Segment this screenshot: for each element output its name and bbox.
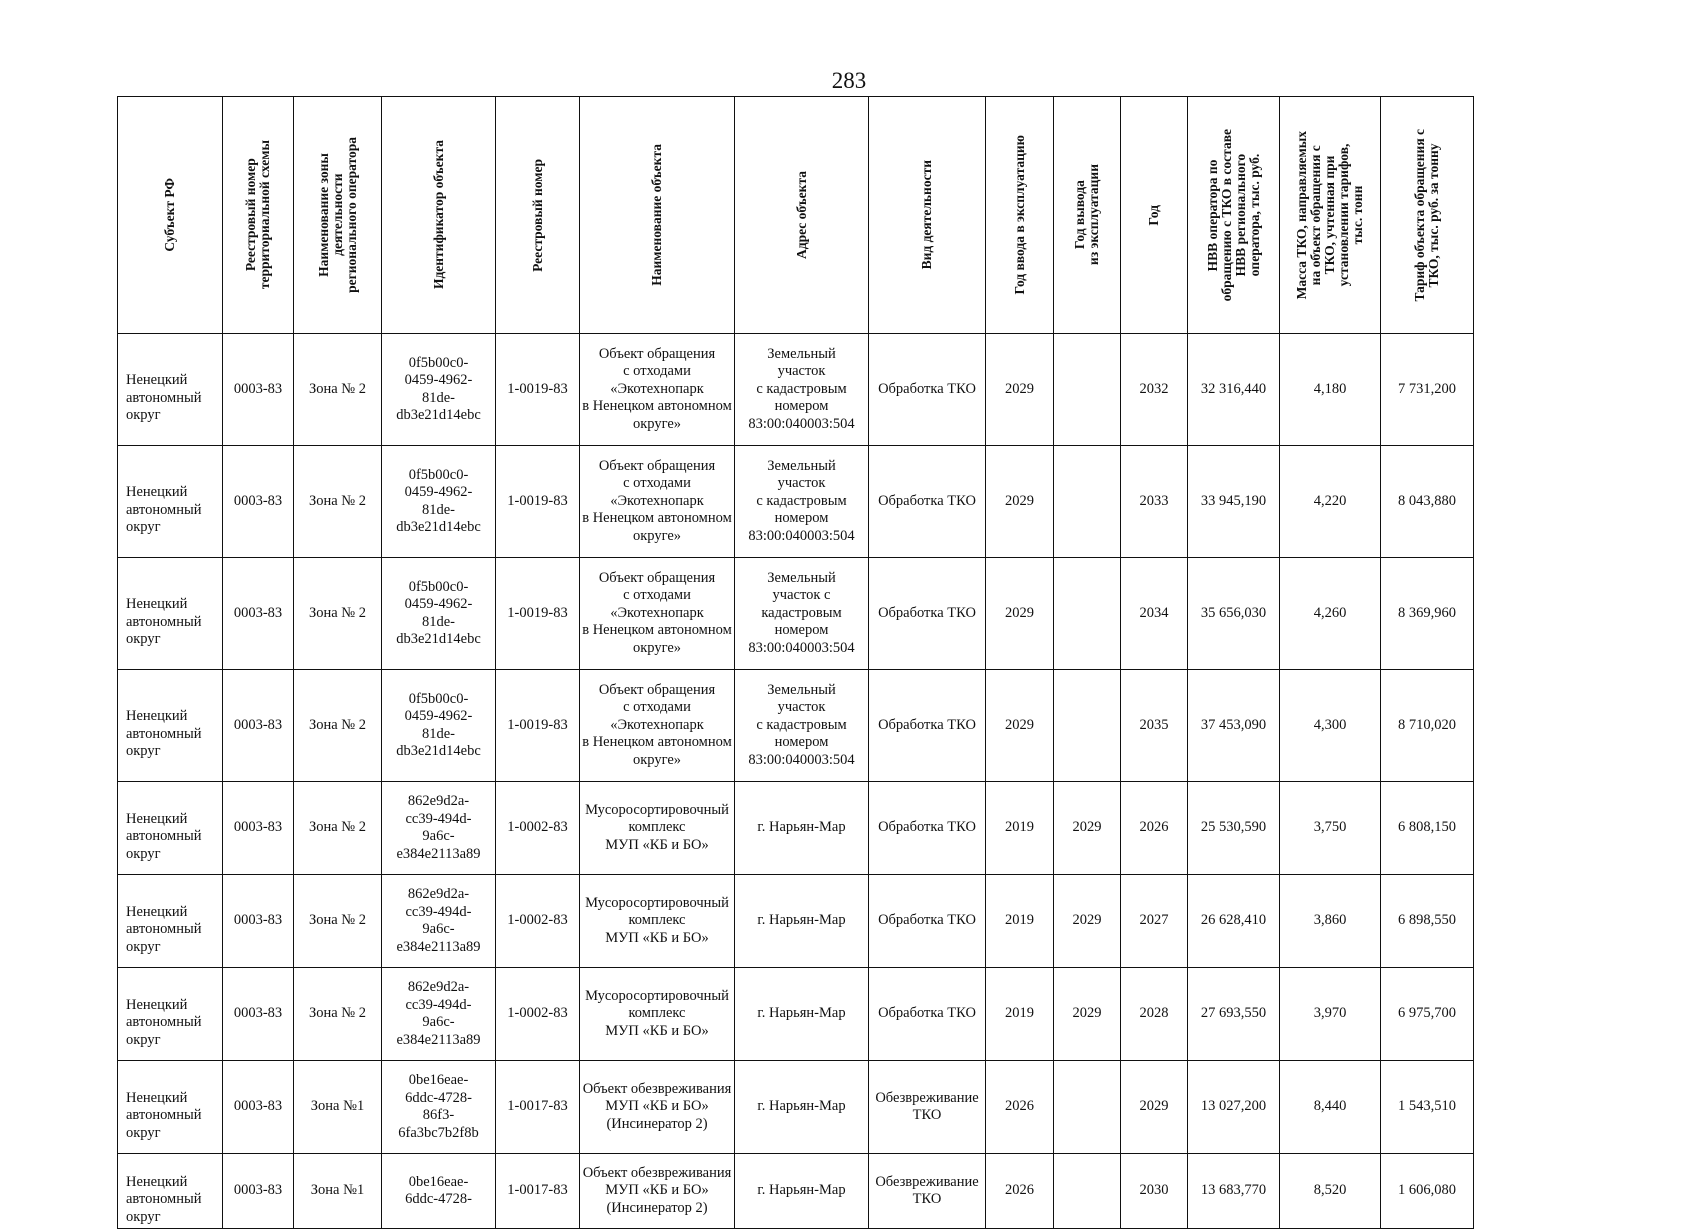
cell-object-id: 0be16eae- 6ddc-4728- — [382, 1154, 496, 1229]
cell-nvv: 35 656,030 — [1188, 558, 1280, 670]
cell-address: Земельный участок с кадастровым номером 83:00:040003:504 — [735, 446, 869, 558]
cell-registry-number: 1-0019-83 — [496, 558, 580, 670]
cell-nvv: 26 628,410 — [1188, 875, 1280, 968]
cell-nvv: 37 453,090 — [1188, 670, 1280, 782]
header-cell — [1188, 97, 1280, 334]
cell-zone: Зона № 2 — [294, 558, 382, 670]
cell-nvv: 27 693,550 — [1188, 968, 1280, 1061]
cell-activity: Обработка ТКО — [869, 446, 986, 558]
cell-mass: 4,180 — [1280, 334, 1381, 446]
cell-address: г. Нарьян-Мар — [735, 782, 869, 875]
header-label: Год ввода в эксплуатацию — [1011, 135, 1027, 295]
cell-object-id: 862e9d2a- cc39-494d- 9a6c- e384e2113a89 — [382, 875, 496, 968]
cell-address: г. Нарьян-Мар — [735, 875, 869, 968]
header-cell — [735, 97, 869, 334]
header-label: Вид деятельности — [919, 160, 934, 270]
cell-address: Земельный участок с кадастровым номером 83:00:040003:504 — [735, 558, 869, 670]
cell-registry-number: 1-0002-83 — [496, 968, 580, 1061]
header-label: Наименование зоны деятельности регионального оператора — [315, 137, 359, 293]
cell-year-out — [1054, 1061, 1121, 1154]
cell-year-in: 2026 — [986, 1154, 1054, 1229]
header-cell — [986, 97, 1054, 334]
header-label: Реестровый номер территориальной схемы — [243, 140, 272, 290]
cell-mass: 3,750 — [1280, 782, 1381, 875]
header-label: Тариф объекта обращения с ТКО, тыс. руб. за тонну — [1412, 128, 1441, 302]
cell-scheme-number: 0003-83 — [223, 875, 294, 968]
header-label: Масса ТКО, направляемых на объект обращения с ТКО, учтенная при установлении тарифов, тыс. тонн — [1294, 130, 1365, 300]
cell-scheme-number: 0003-83 — [223, 782, 294, 875]
cell-scheme-number: 0003-83 — [223, 558, 294, 670]
cell-year: 2035 — [1121, 670, 1188, 782]
header-cell — [580, 97, 735, 334]
table-row — [118, 875, 1474, 968]
cell-year-in: 2019 — [986, 875, 1054, 968]
header-cell — [223, 97, 294, 334]
cell-nvv: 32 316,440 — [1188, 334, 1280, 446]
cell-mass: 8,520 — [1280, 1154, 1381, 1229]
cell-subject: Ненецкий автономный округ — [118, 558, 223, 670]
header-cell — [382, 97, 496, 334]
cell-address: Земельный участок с кадастровым номером 83:00:040003:504 — [735, 334, 869, 446]
cell-object-name: Объект обезвреживания МУП «КБ и БО» (Инсинератор 2) — [580, 1154, 735, 1229]
cell-mass: 3,970 — [1280, 968, 1381, 1061]
header-cell — [496, 97, 580, 334]
cell-address: г. Нарьян-Мар — [735, 1061, 869, 1154]
cell-zone: Зона №1 — [294, 1154, 382, 1229]
cell-activity: Обработка ТКО — [869, 670, 986, 782]
cell-year-in: 2029 — [986, 334, 1054, 446]
cell-object-name: Объект обращения с отходами «Экотехнопарк в Ненецком автономном округе» — [580, 446, 735, 558]
cell-registry-number: 1-0019-83 — [496, 670, 580, 782]
cell-nvv: 25 530,590 — [1188, 782, 1280, 875]
cell-tariff: 6 975,700 — [1381, 968, 1474, 1061]
cell-scheme-number: 0003-83 — [223, 1154, 294, 1229]
cell-year: 2033 — [1121, 446, 1188, 558]
cell-registry-number: 1-0019-83 — [496, 446, 580, 558]
page-number: 283 — [831, 68, 867, 93]
cell-year: 2030 — [1121, 1154, 1188, 1229]
cell-scheme-number: 0003-83 — [223, 670, 294, 782]
header-cell — [294, 97, 382, 334]
cell-registry-number: 1-0002-83 — [496, 875, 580, 968]
cell-object-id: 862e9d2a- cc39-494d- 9a6c- e384e2113a89 — [382, 968, 496, 1061]
cell-activity: Обработка ТКО — [869, 782, 986, 875]
cell-registry-number: 1-0019-83 — [496, 334, 580, 446]
cell-tariff: 1 543,510 — [1381, 1061, 1474, 1154]
header-cell — [869, 97, 986, 334]
cell-zone: Зона № 2 — [294, 875, 382, 968]
table-row — [118, 446, 1474, 558]
cell-activity: Обработка ТКО — [869, 968, 986, 1061]
cell-year-out: 2029 — [1054, 968, 1121, 1061]
cell-mass: 4,300 — [1280, 670, 1381, 782]
cell-activity: Обезвреживание ТКО — [869, 1061, 986, 1154]
cell-zone: Зона № 2 — [294, 968, 382, 1061]
cell-tariff: 8 710,020 — [1381, 670, 1474, 782]
cell-object-id: 0f5b00c0- 0459-4962- 81de- db3e21d14ebc — [382, 558, 496, 670]
cell-subject: Ненецкий автономный округ — [118, 446, 223, 558]
header-cell — [1381, 97, 1474, 334]
cell-activity: Обработка ТКО — [869, 334, 986, 446]
cell-activity: Обработка ТКО — [869, 875, 986, 968]
cell-tariff: 7 731,200 — [1381, 334, 1474, 446]
cell-year-out: 2029 — [1054, 875, 1121, 968]
table-row — [118, 1154, 1474, 1229]
cell-address: г. Нарьян-Мар — [735, 968, 869, 1061]
table-row — [118, 782, 1474, 875]
header-cell — [1054, 97, 1121, 334]
cell-zone: Зона № 2 — [294, 334, 382, 446]
cell-registry-number: 1-0002-83 — [496, 782, 580, 875]
cell-nvv: 13 683,770 — [1188, 1154, 1280, 1229]
cell-mass: 4,220 — [1280, 446, 1381, 558]
cell-object-name: Мусоросортировочный комплекс МУП «КБ и БО» — [580, 968, 735, 1061]
cell-object-id: 0f5b00c0- 0459-4962- 81de- db3e21d14ebc — [382, 670, 496, 782]
cell-tariff: 6 898,550 — [1381, 875, 1474, 968]
cell-object-name: Мусоросортировочный комплекс МУП «КБ и БО» — [580, 875, 735, 968]
cell-address: г. Нарьян-Мар — [735, 1154, 869, 1229]
cell-zone: Зона № 2 — [294, 670, 382, 782]
cell-mass: 8,440 — [1280, 1061, 1381, 1154]
header-label: Субъект РФ — [162, 178, 177, 252]
cell-scheme-number: 0003-83 — [223, 968, 294, 1061]
cell-nvv: 33 945,190 — [1188, 446, 1280, 558]
cell-registry-number: 1-0017-83 — [496, 1061, 580, 1154]
cell-year: 2028 — [1121, 968, 1188, 1061]
cell-year-in: 2029 — [986, 558, 1054, 670]
cell-year-in: 2019 — [986, 968, 1054, 1061]
cell-tariff: 6 808,150 — [1381, 782, 1474, 875]
registry-table — [117, 96, 1474, 1229]
header-label: Наименование объекта — [649, 144, 664, 286]
cell-year: 2029 — [1121, 1061, 1188, 1154]
cell-subject: Ненецкий автономный округ — [118, 968, 223, 1061]
cell-subject: Ненецкий автономный округ — [118, 1154, 223, 1229]
table-row — [118, 670, 1474, 782]
header-label: Идентификатор объекта — [430, 140, 446, 290]
cell-year-out — [1054, 1154, 1121, 1229]
cell-year-in: 2026 — [986, 1061, 1054, 1154]
cell-zone: Зона № 2 — [294, 782, 382, 875]
cell-year-out — [1054, 334, 1121, 446]
cell-mass: 3,860 — [1280, 875, 1381, 968]
cell-year-in: 2029 — [986, 446, 1054, 558]
cell-year-in: 2019 — [986, 782, 1054, 875]
cell-year: 2034 — [1121, 558, 1188, 670]
header-row — [118, 97, 1474, 334]
cell-activity: Обезвреживание ТКО — [869, 1154, 986, 1229]
cell-year-out — [1054, 446, 1121, 558]
header-label: НВВ оператора по обращению с ТКО в составе НВВ регионального оператора, тыс. руб. — [1204, 128, 1262, 302]
cell-object-name: Объект обращения с отходами «Экотехнопарк в Ненецком автономном округе» — [580, 670, 735, 782]
cell-object-name: Объект обращения с отходами «Экотехнопарк в Ненецком автономном округе» — [580, 558, 735, 670]
cell-year-out: 2029 — [1054, 782, 1121, 875]
cell-scheme-number: 0003-83 — [223, 334, 294, 446]
header-cell — [1280, 97, 1381, 334]
cell-object-id: 0f5b00c0- 0459-4962- 81de- db3e21d14ebc — [382, 446, 496, 558]
cell-subject: Ненецкий автономный округ — [118, 334, 223, 446]
cell-object-name: Мусоросортировочный комплекс МУП «КБ и БО» — [580, 782, 735, 875]
cell-object-id: 862e9d2a- cc39-494d- 9a6c- e384e2113a89 — [382, 782, 496, 875]
cell-object-id: 0be16eae- 6ddc-4728- 86f3- 6fa3bc7b2f8b — [382, 1061, 496, 1154]
header-label: Год вывода из эксплуатации — [1072, 164, 1101, 266]
cell-activity: Обработка ТКО — [869, 558, 986, 670]
cell-year-out — [1054, 670, 1121, 782]
cell-year-out — [1054, 558, 1121, 670]
cell-year: 2026 — [1121, 782, 1188, 875]
cell-tariff: 8 043,880 — [1381, 446, 1474, 558]
cell-year: 2032 — [1121, 334, 1188, 446]
cell-nvv: 13 027,200 — [1188, 1061, 1280, 1154]
table-row — [118, 558, 1474, 670]
cell-subject: Ненецкий автономный округ — [118, 875, 223, 968]
cell-scheme-number: 0003-83 — [223, 446, 294, 558]
cell-subject: Ненецкий автономный округ — [118, 782, 223, 875]
table-row — [118, 334, 1474, 446]
header-cell — [1121, 97, 1188, 334]
cell-tariff: 8 369,960 — [1381, 558, 1474, 670]
cell-registry-number: 1-0017-83 — [496, 1154, 580, 1229]
cell-zone: Зона № 2 — [294, 446, 382, 558]
cell-year-in: 2029 — [986, 670, 1054, 782]
cell-year: 2027 — [1121, 875, 1188, 968]
header-label: Реестровый номер — [529, 158, 545, 272]
table-row — [118, 1061, 1474, 1154]
cell-subject: Ненецкий автономный округ — [118, 1061, 223, 1154]
table-row — [118, 968, 1474, 1061]
cell-zone: Зона №1 — [294, 1061, 382, 1154]
cell-object-name: Объект обезвреживания МУП «КБ и БО» (Инсинератор 2) — [580, 1061, 735, 1154]
cell-subject: Ненецкий автономный округ — [118, 670, 223, 782]
cell-object-name: Объект обращения с отходами «Экотехнопарк в Ненецком автономном округе» — [580, 334, 735, 446]
header-label: Адрес объекта — [793, 171, 809, 259]
cell-scheme-number: 0003-83 — [223, 1061, 294, 1154]
cell-object-id: 0f5b00c0- 0459-4962- 81de- db3e21d14ebc — [382, 334, 496, 446]
header-cell — [118, 97, 223, 334]
cell-address: Земельный участок с кадастровым номером 83:00:040003:504 — [735, 670, 869, 782]
cell-mass: 4,260 — [1280, 558, 1381, 670]
header-label: Год — [1146, 204, 1161, 226]
cell-tariff: 1 606,080 — [1381, 1154, 1474, 1229]
